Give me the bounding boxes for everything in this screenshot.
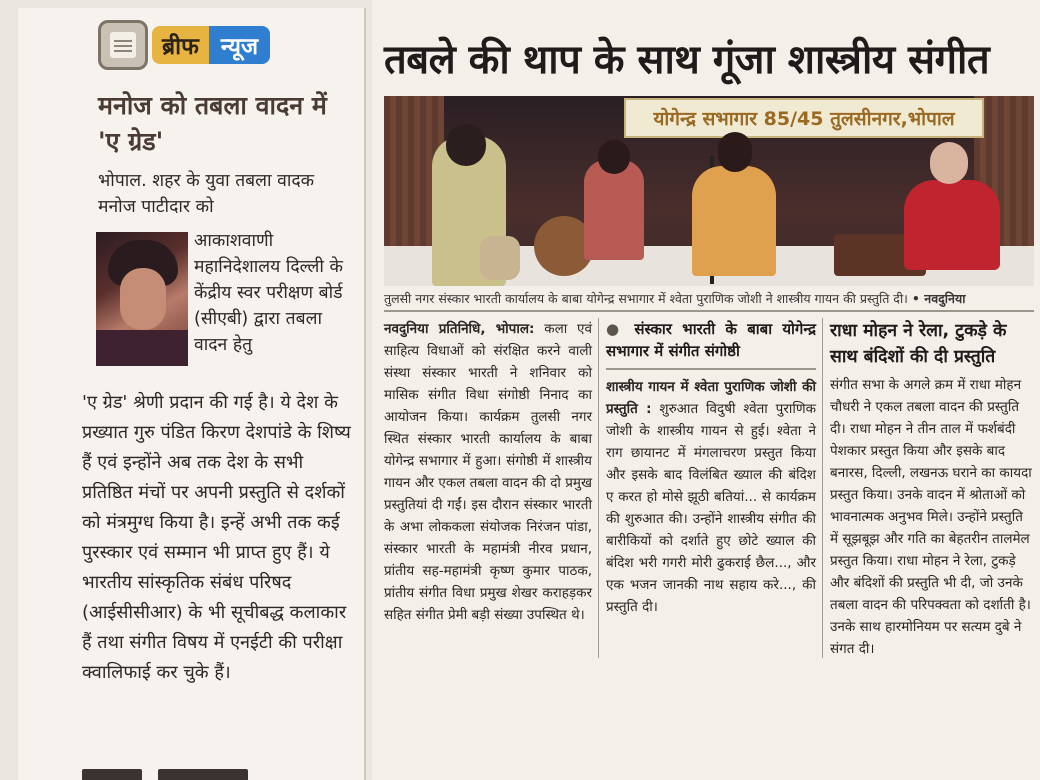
caption-credit: • नवदुनिया [911, 291, 966, 306]
article-headline: तबले की थाप के साथ गूंजा शास्त्रीय संगीत [384, 37, 990, 83]
column-3-headline: राधा मोहन ने रेला, टुकड़े के साथ बंदिशों की दी प्रस्तुति [830, 321, 1007, 367]
dateline: नवदुनिया प्रतिनिधि, भोपाल: [384, 321, 535, 337]
article-column-3 [830, 318, 1034, 660]
stage-banner: योगेन्द्र सभागार 85/45 तुलसीनगर,भोपाल [624, 98, 984, 138]
badge-label-news: न्यूज [209, 26, 270, 64]
bullet-icon: ● [606, 320, 625, 338]
brief-body-intro: भोपाल. शहर के युवा तबला वादक मनोज पाटीदार को [98, 171, 315, 217]
column-2-text: शुरुआत विदुषी श्वेता पुराणिक जोशी के शास्त्रीय गायन से हुई। श्वेता ने राग छायानट में मंगलाचरण प्रस्तुत किया और इसके बाद विलंबित ख्याल की बंदिश ए करत हो मोसे झूठी बतियां... से कार्यक्रम की शुरुआत की। उन्होंने शास्त्रीय संगीत की बारीकियों को दर्शाते हुए छोटे ख्याल की बंदिश भरी गगरी मोरी ढुकराई छैल..., और एक भजन जानकी नाथ सहाय करे..., की प्रस्तुति दी। [606, 401, 816, 615]
newspaper-icon [98, 20, 148, 70]
brief-body-beside-photo: आकाशवाणी महानिदेशालय दिल्ली के केंद्रीय स्वर परीक्षण बोर्ड (सीएबी) द्वारा तबला वादन हेतु [194, 231, 343, 355]
brief-headline: मनोज को तबला वादन में 'ए ग्रेड' [98, 91, 327, 156]
cut-off-next-headline [82, 766, 332, 780]
column-1-text: कला एवं साहित्य विधाओं को संरक्षित करने वाली संस्था संस्कार भारती ने शनिवार को मासिक संगीत विधा संगोष्ठी निनाद का आयोजन किया। कार्यक्रम तुलसी नगर स्थित संस्कार भारती कार्यालय के बाबा योगेन्द्र सभागार में हुआ। संगोष्ठी में शास्त्रीय गायन और एकल तबला वादन की दो प्रमुख प्रस्तुतियां दी गईं। इस दौरान संस्कार भारती के अभा लोककला संयोजक निरंजन पांडा, संस्कार भारती के महामंत्री नीरव प्रधान, प्रांतीय सह-महामंत्री कृष्ण कुमार पाठक, प्रांतीय संगीत विधा प्रमुख शेखर कराहड़कर सहित संगीत प्रेमी बड़ी संख्या उपस्थित थे। [384, 321, 593, 623]
article-column-1 [384, 318, 592, 626]
column-2-lead: शास्त्रीय गायन में श्वेता पुराणिक जोशी की प्रस्तुति : [606, 379, 816, 417]
article-column-2 [606, 318, 816, 618]
photo-caption [384, 290, 1034, 308]
concert-photo [384, 96, 1034, 286]
caption-divider [384, 310, 1034, 312]
subhead-text: संस्कार भारती के बाबा योगेन्द्र सभागार में संगीत संगोष्ठी [606, 320, 816, 360]
brief-news-badge [98, 18, 330, 72]
column-divider [598, 318, 599, 658]
brief-body-main: 'ए ग्रेड' श्रेणी प्रदान की गई है। ये देश के प्रख्यात गुरु पंडित किरण देशपांडे के शिष्य हैं एवं इन्होंने अब तक देश के सभी प्रतिष्ठित मंचों पर अपनी प्रस्तुति से दर्शकों को मंत्रमुग्ध किया है। इन्हें अभी तक कई पुरस्कार एवं सम्मान भी प्राप्त हुए हैं। ये भारतीय सांस्कृतिक संबंध परिषद (आईसीसीआर) के भी सूचीबद्ध कलाकार हैं तथा संगीत विषय में एनईटी की परीक्षा क्वालिफाई कर चुके हैं। [82, 392, 351, 683]
portrait-photo [96, 232, 188, 366]
column-3-text: संगीत सभा के अगले क्रम में राधा मोहन चौधरी ने एकल तबला वादन की प्रस्तुति दी। राधा मोहन ने तीन ताल में फर्शबंदी पेशकार प्रस्तुत किया और इसके बाद बनारस, दिल्ली, लखनऊ घराने का कायदा प्रस्तुत किया। उनके वादन में श्रोताओं को भावनात्मक अनुभव मिले। उन्होंने प्रस्तुति में सूझबूझ और गति का बेहतरीन तालमेल प्रस्तुत किया। राधा मोहन ने रेला, टुकड़े और बंदिशों की प्रस्तुति भी दी, जो उनके तबला वादन की परिपक्वता को दर्शाती है। उनके साथ हारमोनियम पर सत्यम दुबे ने संगत दी। [830, 377, 1032, 657]
column-2-subhead [606, 318, 816, 370]
caption-text: तुलसी नगर संस्कार भारती कार्यालय के बाबा योगेन्द्र सभागार में श्वेता पुराणिक जोशी ने शास्त्रीय गायन की प्रस्तुति दी। [384, 291, 908, 306]
badge-label-brief: ब्रीफ [152, 26, 209, 64]
column-divider [822, 318, 823, 658]
